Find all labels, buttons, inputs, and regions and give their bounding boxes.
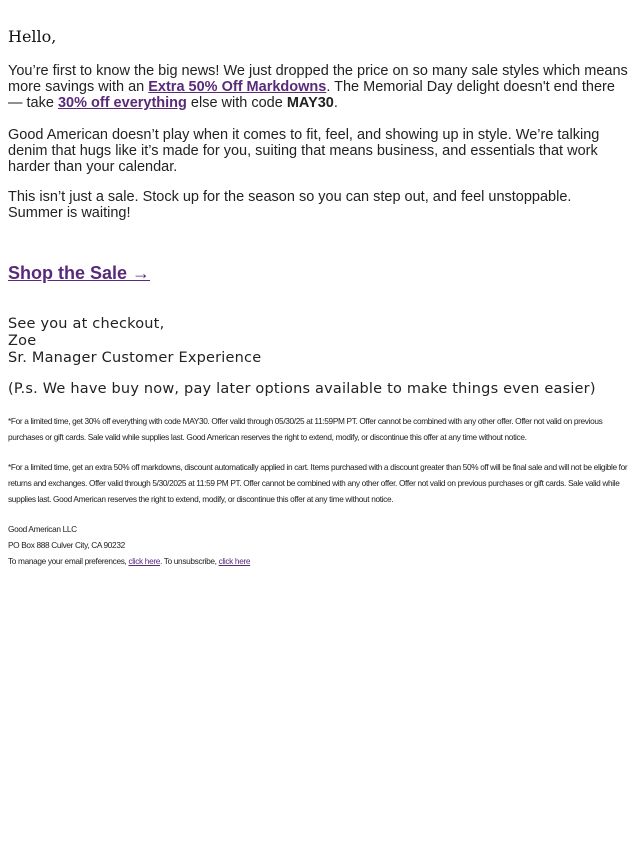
fineprint-50-off: *For a limited time, get an extra 50% off markdowns, discount automatically applied in cart. Items purchased with a discount greater than 50% off will be final sale and will not be eligible for returns and exchanges. Offer valid through 5/30/2025 at 11:59 PM PT. Offer cannot be combined with any other offer. Offer not valid on previous purchases or gift cards. Sale valid while supplies last. Good American reserves the right to extend, modify, or discontinue this offer at any time without notice. <box>8 462 628 504</box>
signoff-title: Sr. Manager Customer Experience <box>8 350 262 366</box>
intro-text-3: else with code <box>186 95 287 111</box>
unsubscribe-link[interactable]: click here <box>218 556 251 566</box>
company-name: Good American LLC <box>8 524 77 534</box>
sale-paragraph: This isn’t just a sale. Stock up for the season so you can step out, and feel unstoppable. Summer is waiting! <box>8 189 572 221</box>
greeting: Hello, <box>8 27 57 46</box>
manage-text: To manage your email preferences, <box>8 556 129 566</box>
signoff-line: See you at checkout, <box>8 316 165 332</box>
preferences-line <box>8 553 250 569</box>
intro-paragraph <box>8 63 630 111</box>
thirty-off-link[interactable]: 30% off everything <box>57 95 187 111</box>
brand-paragraph: Good American doesn’t play when it comes to fit, feel, and showing up in style. We’re talking denim that hugs like it’s made for you, suiting that means business, and essentials that work harder than your calendar. <box>8 127 600 175</box>
intro-text-1: You’re first to know the big news! We just dropped the price on so many sale styles which means more savings with an <box>8 63 628 95</box>
signoff <box>8 316 261 367</box>
intro-text-2: . The Memorial Day delight doesn't end there — take <box>8 79 615 111</box>
manage-preferences-link[interactable]: click here <box>128 556 161 566</box>
fineprint-30-off: *For a limited time, get 30% off everything with code MAY30. Offer valid through 05/30/25 at 11:59PM PT. Offer cannot be combined with any other offer. Offer not valid on previous purchases or gift cards. Sale valid while supplies last. Good American reserves the right to extend, modify, or discontinue this offer at any time without notice. <box>8 416 603 442</box>
company-address: PO Box 888 Culver City, CA 90232 <box>8 540 125 550</box>
footer <box>8 521 250 569</box>
extra-markdowns-link[interactable]: Extra 50% Off Markdowns <box>148 79 327 95</box>
shop-the-sale-link[interactable]: Shop the Sale → <box>8 263 151 283</box>
postscript: (P.s. We have buy now, pay later options available to make things even easier) <box>8 381 596 397</box>
promo-code: MAY30 <box>286 95 334 111</box>
unsubscribe-text: . To unsubscribe, <box>160 556 219 566</box>
intro-text-4: . <box>333 95 338 111</box>
signoff-name: Zoe <box>8 333 37 349</box>
